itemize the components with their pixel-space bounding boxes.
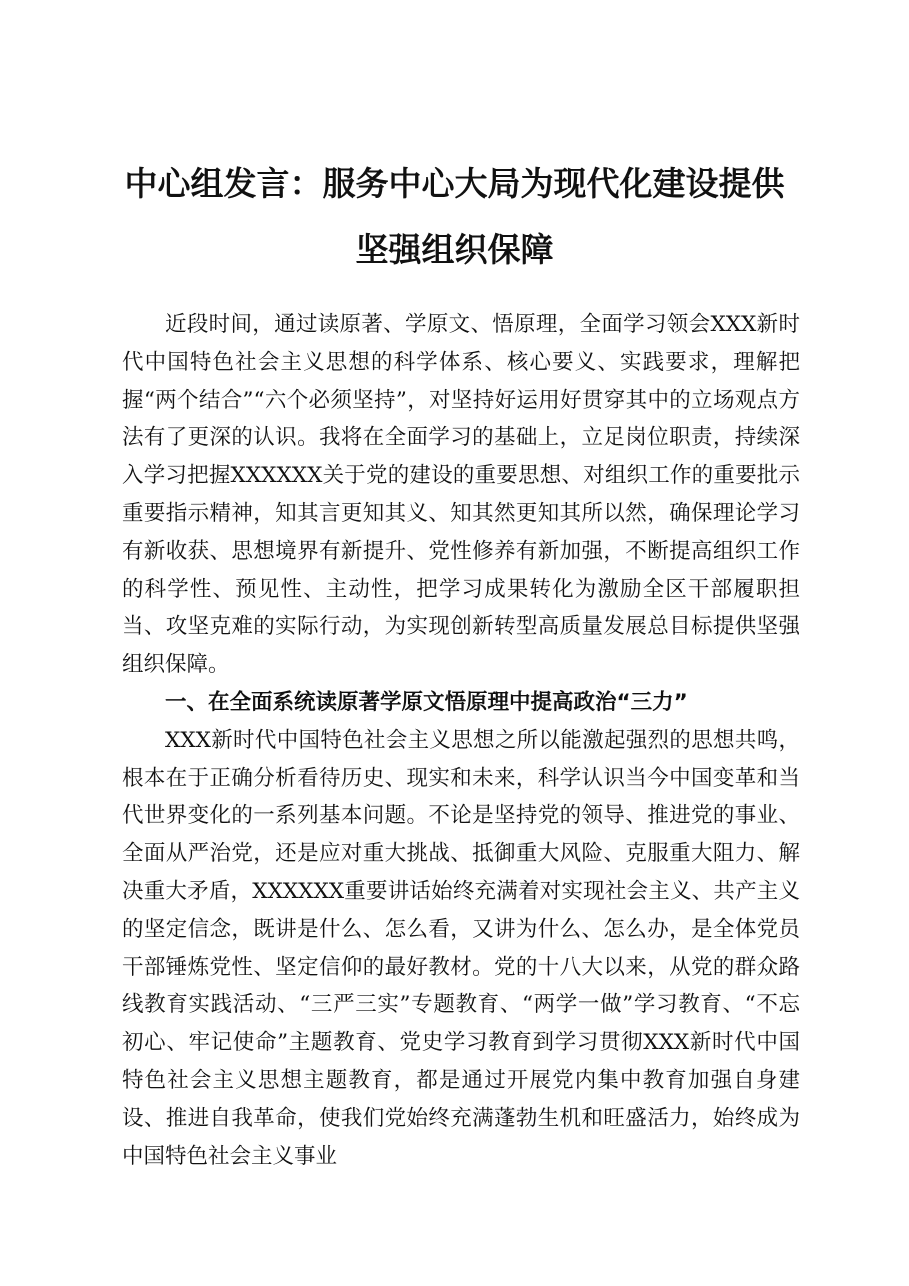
document-title-line2: 坚强组织保障 [355,230,554,269]
paragraph-section-1: XXX新时代中国特色社会主义思想之所以能激起强烈的思想共鸣，根本在于正确分析看待历史、现实和未来，科学认识当今中国变革和当代世界变化的一系列基本问题。不论是坚持党的领导、推进党的事业、全面从严治党，还是应对重大挑战、抵御重大风险、克服重大阻力、解决重大矛盾，XXXXXX重要讲话始终充满着对实现社会主义、共产主义的坚定信念，既讲是什么、怎么看，又讲为什么、怎么办，是全体党员干部锤炼党性、坚定信仰的最好教材。党的十八大以来，从党的群众路线教育实践活动、“三严三实”专题教育、“两学一做”学习教育、“不忘初心、牢记使命”主题教育、党史学习教育到学习贯彻XXX新时代中国特色社会主义思想主题教育，都是通过开展党内集中教育加强自身建设、推进自我革命，使我们党始终充满蓬勃生机和旺盛活力，始终成为中国特色社会主义事业 [122,727,800,1169]
document-body [122,306,800,1175]
document-title-line1: 中心组发言：服务中心大局为现代化建设提供 [124,164,785,203]
section-heading-1: 一、在全面系统读原著学原文悟原理中提高政治“三力” [165,689,688,715]
paragraph-intro: 近段时间，通过读原著、学原文、悟原理，全面学习领会XXX新时代中国特色社会主义思想的科学体系、核心要义、实践要求，理解把握“两个结合”“六个必须坚持”，对坚持好运用好贯穿其中的立场观点方法有了更深的认识。我将在全面学习的基础上，立足岗位职责，持续深入学习把握XXXXXX关于党的建设的重要思想、对组织工作的重要批示重要指示精神，知其言更知其义、知其然更知其所以然，确保理论学习有新收获、思想境界有新提升、党性修养有新加强，不断提高组织工作的科学性、预见性、主动性，把学习成果转化为激励全区干部履职担当、攻坚克难的实际行动，为实现创新转型高质量发展总目标提供坚强组织保障。 [122,312,800,678]
